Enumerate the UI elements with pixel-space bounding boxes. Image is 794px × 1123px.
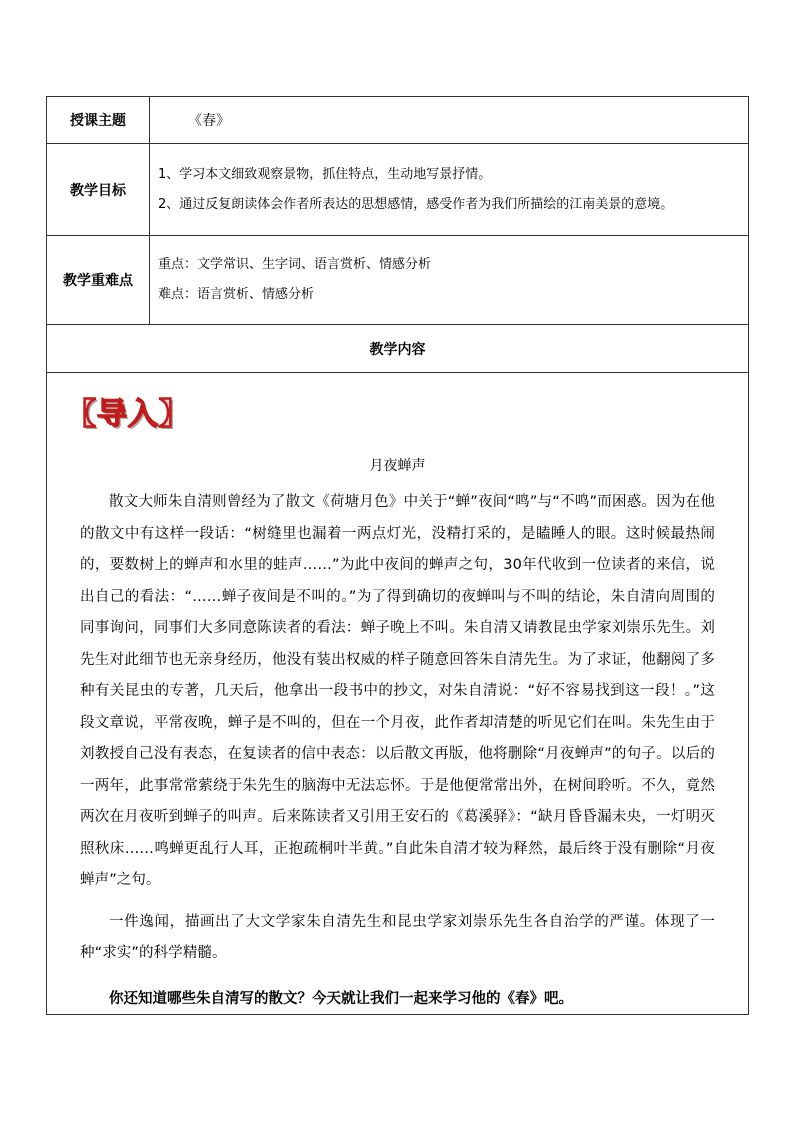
topic-label: 授课主题 bbox=[47, 97, 150, 144]
intro-badge: 【导入】 bbox=[66, 397, 190, 432]
article-paragraph-2: 一件逸闻，描画出了大文学家朱自清先生和昆虫学家刘崇乐先生各自治学的严谨。体现了一种“求实”的科学精髓。 bbox=[80, 913, 715, 961]
difficult-points: 难点：语言赏析、情感分析 bbox=[158, 287, 315, 302]
lesson-plan-table bbox=[46, 96, 749, 1015]
key-label: 教学重难点 bbox=[47, 236, 150, 325]
content-header-row bbox=[47, 325, 749, 373]
goal-item-1: 1、学习本文细致观察景物，抓住特点，生动地写景抒情。 bbox=[158, 166, 492, 182]
key-points: 重点：文学常识、生字词、语言赏析、情感分析 bbox=[158, 257, 432, 272]
content-header: 教学内容 bbox=[47, 325, 749, 373]
goal-item-2: 2、通过反复朗读体会作者所表达的思想感情，感受作者为我们所描绘的江南美景的意境。 bbox=[158, 196, 674, 212]
closing-question: 你还知道哪些朱自清写的散文？今天就让我们一起来学习他的《春》吧。 bbox=[109, 989, 573, 1007]
topic-value: 《春》 bbox=[188, 113, 230, 129]
content-row bbox=[47, 373, 749, 1015]
article-title: 月夜蝉声 bbox=[369, 458, 426, 474]
key-points-row bbox=[47, 236, 749, 325]
goal-row bbox=[47, 144, 749, 236]
content-body bbox=[47, 373, 748, 1014]
article-paragraph-1: 散文大师朱自清则曾经为了散文《荷塘月色》中关于“蝉”夜间“鸣”与“不鸣”而困惑。因为在他的散文中有这样一段话：“树缝里也漏着一两点灯光，没精打采的，是瞌睡人的眼。这时候最热闹的，要数树上的蝉声和水里的蛙声……”为此中夜间的蝉声之句，30年代收到一位读者的来信，说出自己的看法：“……蝉子夜间是不叫的。”为了得到确切的夜蝉叫与不叫的结论，朱自清向周围的同事询问，同事们大多同意陈读者的看法：蝉子晚上不叫。朱自清又请教昆虫学家刘崇乐先生。刘先生对此细节也无亲身经历，他没有装出权威的样子随意回答朱自清先生。为了求证，他翻阅了多种有关昆虫的专著，几天后，他拿出一段书中的抄文，对朱自清说：“好不容易找到这一段！。”这段文章说，平常夜晚，蝉子是不叫的，但在一个月夜，此作者却清楚的听见它们在叫。朱先生由于刘教授自己没有表态，在复读者的信中表态：以后散文再版，他将删除“月夜蝉声”的句子。以后的一两年，此事常常萦绕于朱先生的脑海中无法忘怀。于是他便常常出外，在树间聆听。不久，竟然两次在月夜听到蝉子的叫声。后来陈读者又引用王安石的《葛溪驿》：“缺月昏昏漏未央，一灯明灭照秋床……鸣蝉更乱行人耳，正抱疏桐叶半黄。”自此朱自清才较为释然，最后终于没有删除“月夜蝉声”之句。 bbox=[80, 494, 715, 888]
goal-label: 教学目标 bbox=[47, 144, 150, 236]
topic-row bbox=[47, 97, 749, 144]
